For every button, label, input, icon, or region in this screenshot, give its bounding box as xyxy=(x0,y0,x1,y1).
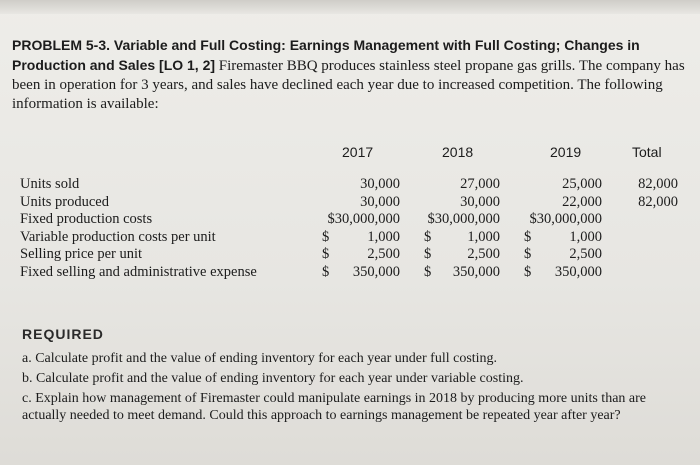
problem-statement xyxy=(12,36,692,114)
table-cell: 82,000 xyxy=(638,176,678,192)
table-cell: 1,000 xyxy=(569,228,602,245)
table-cell: 25,000 xyxy=(562,176,602,192)
dollar-sign: $ xyxy=(322,228,330,245)
required-item-b: b. Calculate profit and the value of ending inventory for each year under variable costing. xyxy=(22,371,524,386)
dollar-sign: $ xyxy=(322,246,330,262)
dollar-sign: $ xyxy=(424,246,432,262)
row-label: Units produced xyxy=(20,193,109,210)
column-header-2017: 2017 xyxy=(342,144,374,160)
table-cell: 2,500 xyxy=(569,246,602,262)
dollar-sign: $ xyxy=(322,263,330,280)
table-cell: $30,000,000 xyxy=(327,211,400,227)
table-cell: 22,000 xyxy=(562,193,602,210)
table-cell: 30,000 xyxy=(360,176,400,192)
problem-body: Firemaster BBQ produces stainless steel propane gas grills. The company has been in operation for 3 years, and sales have declined each year due to increased competition. The following information is available: xyxy=(12,58,685,112)
row-label: Variable production costs per unit xyxy=(20,228,216,245)
table-cell: 30,000 xyxy=(360,193,400,210)
dollar-sign: $ xyxy=(524,263,532,280)
row-label: Fixed selling and administrative expense xyxy=(20,263,257,280)
row-label: Units sold xyxy=(20,176,80,192)
table-cell: 350,000 xyxy=(554,263,602,280)
table-cell: 350,000 xyxy=(352,263,400,280)
dollar-sign: $ xyxy=(424,263,432,280)
column-header-2019: 2019 xyxy=(550,144,582,160)
row-label: Selling price per unit xyxy=(20,246,143,262)
dollar-sign: $ xyxy=(524,228,532,245)
table-cell: 2,500 xyxy=(467,246,500,262)
table-cell: 350,000 xyxy=(452,263,500,280)
cropped-top-edge xyxy=(0,0,700,14)
required-item-c: c. Explain how management of Firemaster could manipulate earnings in 2018 by producing more units than are actually needed to meet demand. Could this approach to earnings management be repeated year after year? xyxy=(22,391,646,423)
table-cell: $30,000,000 xyxy=(427,211,500,227)
row-label: Fixed production costs xyxy=(20,211,153,227)
table-cell: 2,500 xyxy=(367,246,400,262)
table-cell: 1,000 xyxy=(367,228,400,245)
data-table xyxy=(12,138,692,308)
table-cell: $30,000,000 xyxy=(529,211,602,227)
table-cell: 30,000 xyxy=(460,193,500,210)
required-item-a: a. Calculate profit and the value of ending inventory for each year under full costing. xyxy=(22,351,498,366)
dollar-sign: $ xyxy=(524,246,532,262)
column-header-total: Total xyxy=(632,144,662,160)
problem-title: PROBLEM 5-3. Variable and Full Costing: Earnings Management with Full Costing; Changes in Production and Sales [LO 1, 2] xyxy=(12,37,640,73)
required-heading: REQUIRED xyxy=(22,326,104,342)
table-cell: 1,000 xyxy=(467,228,500,245)
column-header-2018: 2018 xyxy=(442,144,474,160)
table-cell: 82,000 xyxy=(638,193,678,210)
table-cell: 27,000 xyxy=(460,176,500,192)
dollar-sign: $ xyxy=(424,228,432,245)
